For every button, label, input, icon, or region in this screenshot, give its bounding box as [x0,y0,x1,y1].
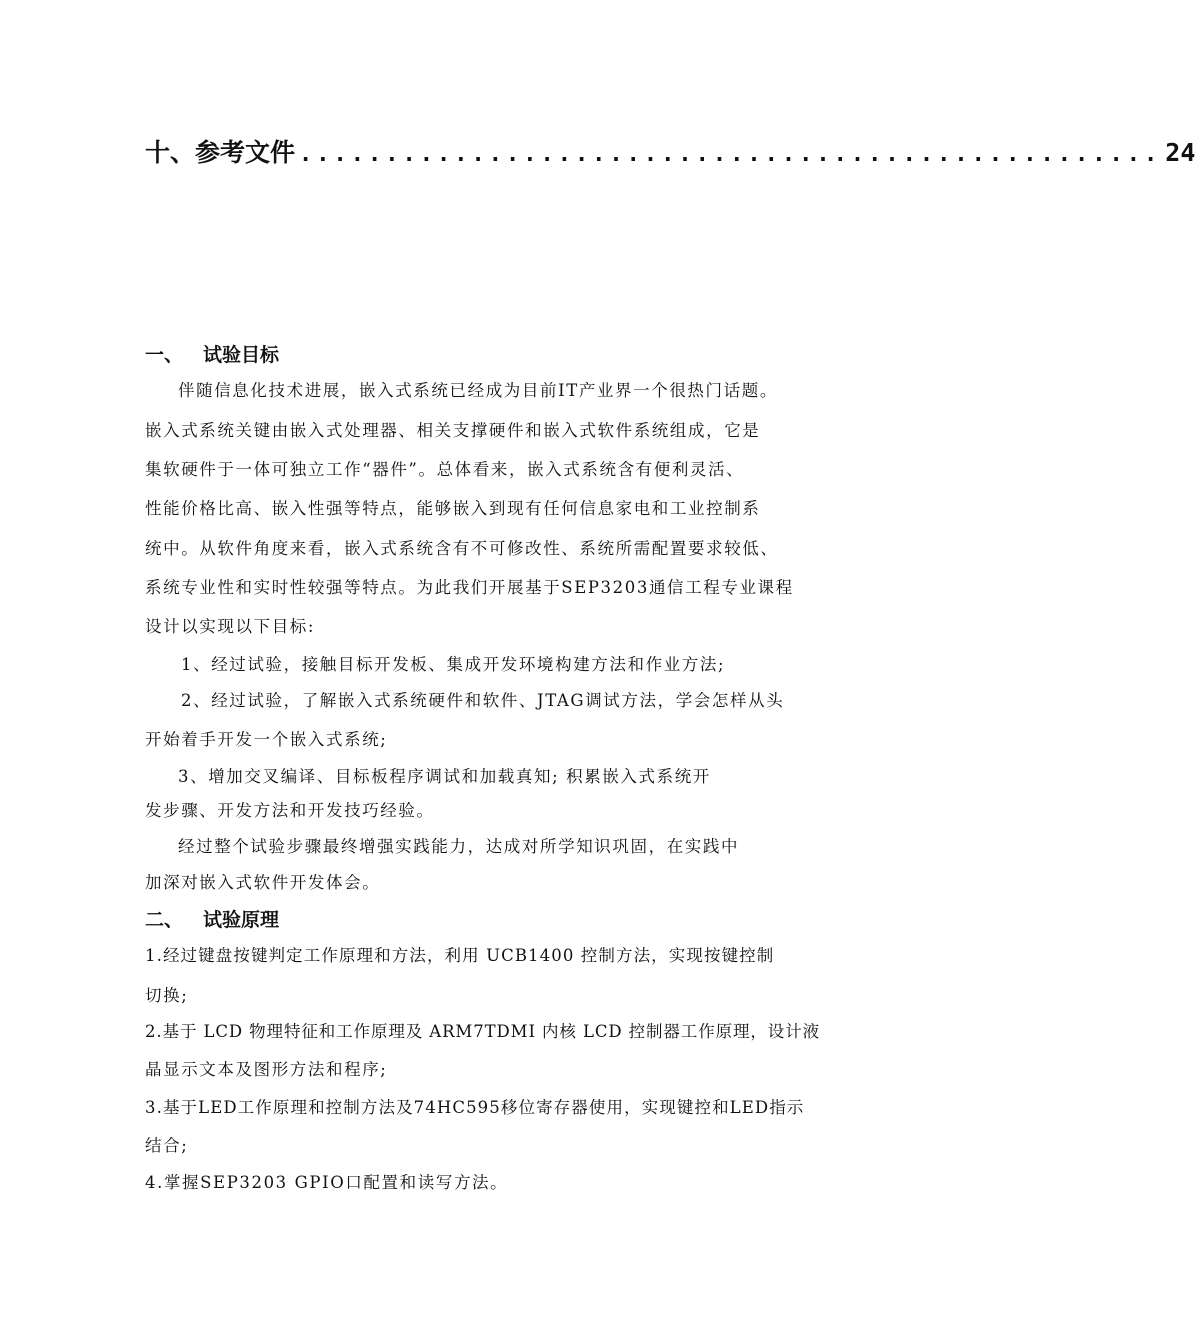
paragraph-line: 嵌入式系统关键由嵌入式处理器、相关支撑硬件和嵌入式软件系统组成，它是 [145,421,761,440]
principle-item: 4.掌握SEP3203 GPIO口配置和读写方法。 [145,1173,509,1192]
summary-line: 经过整个试验步骤最终增强实践能力，达成对所学知识巩固，在实践中 [178,837,740,856]
paragraph-line: 性能价格比高、嵌入性强等特点，能够嵌入到现有任何信息家电和工业控制系 [145,499,761,518]
principle-item: 2.基于 LCD 物理特征和工作原理及 ARM7TDMI 内核 LCD 控制器工作原理，设计液 [145,1022,821,1041]
paragraph-line: 统中。从软件角度来看，嵌入式系统含有不可修改性、系统所需配置要求较低、 [145,539,779,558]
paragraph-line: 伴随信息化技术进展，嵌入式系统已经成为目前IT产业界一个很热门话题。 [178,381,778,400]
toc-dot-leader: .................................................. [299,142,1162,167]
goal-item: 1、经过试验，接触目标开发板、集成开发环境构建方法和作业方法; [181,655,726,674]
goal-item-continuation: 发步骤、开发方法和开发技巧经验。 [145,801,435,820]
paragraph-line: 设计以实现以下目标: [145,617,316,636]
toc-entry-title: 十、参考文件 [145,138,296,167]
summary-line: 加深对嵌入式软件开发体会。 [145,873,381,892]
section-number: 二、 [145,909,184,931]
section-title: 试验原理 [203,909,280,931]
goal-item: 2、经过试验，了解嵌入式系统硬件和软件、JTAG调试方法，学会怎样从头 [181,691,785,710]
goal-item: 3、增加交叉编译、目标板程序调试和加载真知; 积累嵌入式系统开 [178,767,711,786]
section-heading-objectives [145,340,279,367]
toc-entry [145,133,1195,169]
section-title: 试验目标 [203,344,280,366]
principle-item-continuation: 结合; [145,1136,189,1155]
paragraph-line: 系统专业性和实时性较强等特点。为此我们开展基于SEP3203通信工程专业课程 [145,578,794,597]
principle-item-continuation: 晶显示文本及图形方法和程序; [145,1060,388,1079]
paragraph-line: 集软硬件于一体可独立工作“器件”。总体看来，嵌入式系统含有便利灵活、 [145,460,745,479]
principle-item: 3.基于LED工作原理和控制方法及74HC595移位寄存器使用，实现键控和LED指示 [145,1098,805,1117]
goal-item-continuation: 开始着手开发一个嵌入式系统; [145,730,388,749]
principle-item-continuation: 切换; [145,986,189,1005]
principle-item: 1.经过键盘按键判定工作原理和方法，利用 UCB1400 控制方法，实现按键控制 [145,946,775,965]
section-number: 一、 [145,344,184,366]
section-heading-principles [145,905,279,932]
toc-entry-page: 24 [1165,138,1195,167]
